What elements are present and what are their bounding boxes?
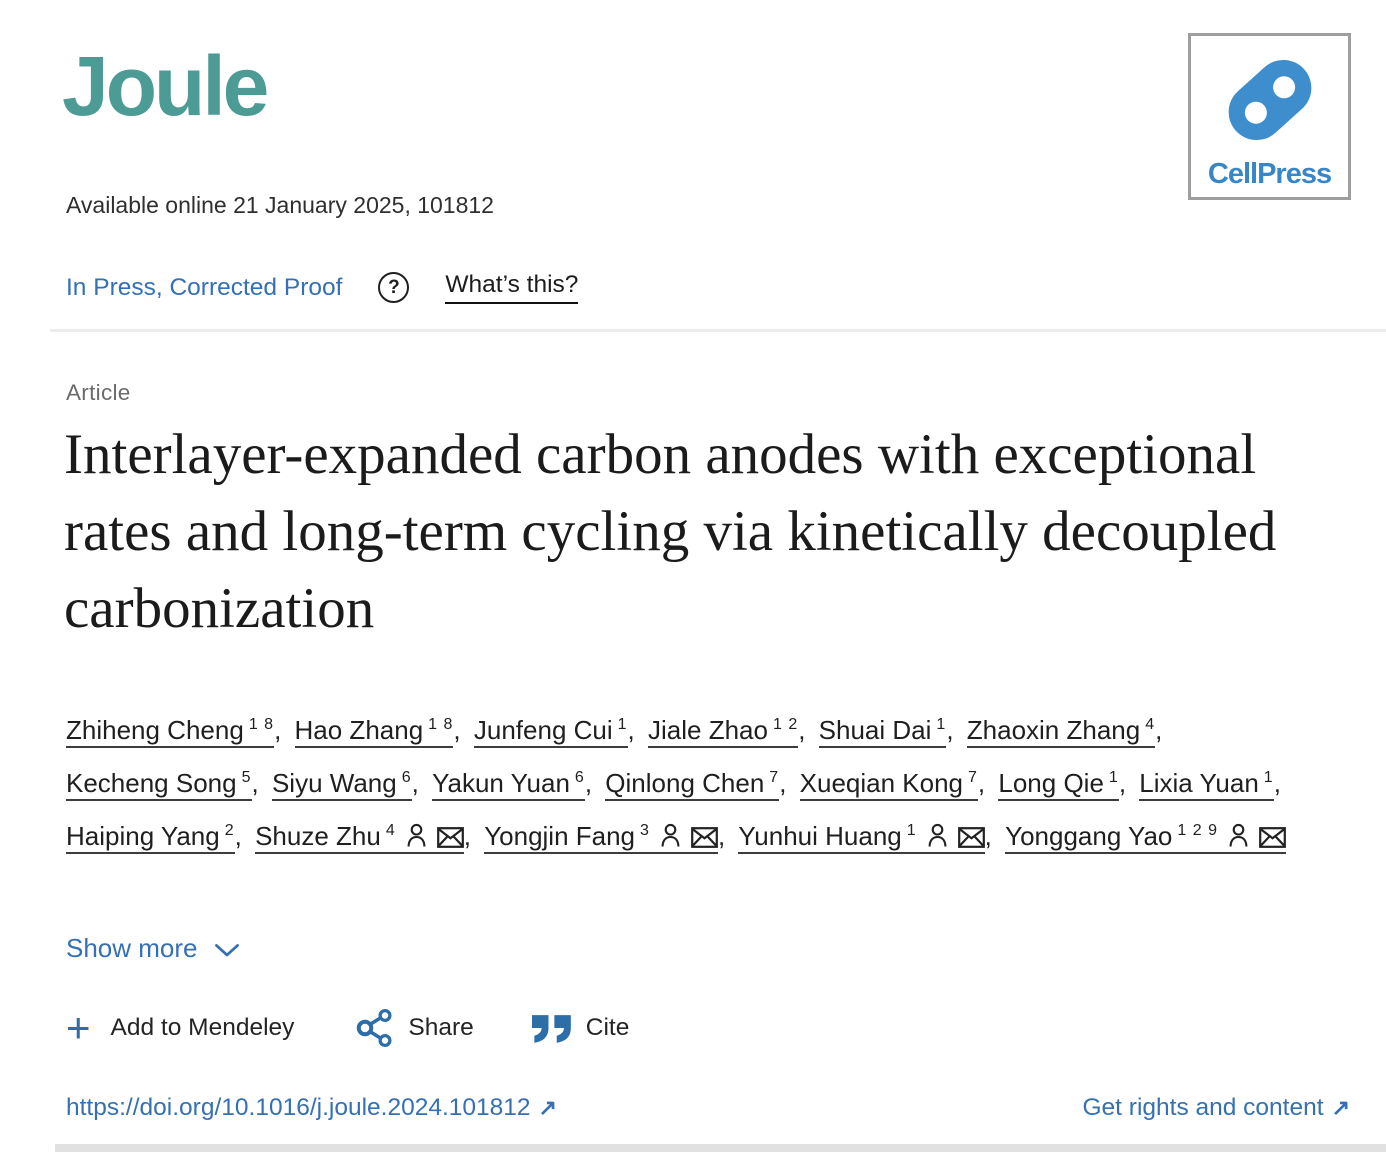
- show-more-label: Show more: [66, 933, 198, 963]
- author-entry: [272, 768, 432, 798]
- author-affiliation-superscript: 1: [936, 716, 947, 733]
- person-icon[interactable]: [406, 823, 427, 848]
- author-separator: ,: [717, 820, 733, 851]
- cite-quotes-icon[interactable]: [532, 1015, 572, 1047]
- author-affiliation-superscript: 6: [401, 769, 412, 787]
- person-icon[interactable]: [660, 823, 681, 848]
- author-link[interactable]: [1139, 768, 1273, 801]
- author-separator: ,: [779, 767, 794, 798]
- author-entry: [255, 821, 484, 851]
- external-link-arrow-icon: ↗: [538, 1095, 557, 1120]
- author-entry: [800, 768, 999, 798]
- cite-button[interactable]: Cite: [585, 1014, 630, 1041]
- author-link[interactable]: [967, 715, 1155, 748]
- author-name: Yunhui Huang: [738, 820, 902, 851]
- author-separator: ,: [977, 767, 993, 798]
- person-icon[interactable]: [1228, 823, 1249, 848]
- author-separator: ,: [946, 714, 961, 745]
- author-affiliation-superscript: 4: [385, 822, 396, 840]
- share-icon[interactable]: [356, 1008, 394, 1048]
- author-entry: [1005, 821, 1286, 854]
- add-to-mendeley-button[interactable]: Add to Mendeley: [110, 1014, 295, 1041]
- author-separator: ,: [1273, 767, 1281, 798]
- plus-icon[interactable]: +: [66, 1004, 91, 1051]
- author-name: Long Qie: [998, 767, 1104, 798]
- mail-icon[interactable]: [691, 827, 718, 848]
- chevron-down-icon: [214, 943, 240, 959]
- author-affiliation-superscript: 1 2 9: [1177, 822, 1218, 840]
- author-entry: [295, 715, 474, 745]
- mail-icon[interactable]: [1259, 827, 1286, 848]
- available-online-text: Available online 21 January 2025, 101812: [66, 192, 494, 218]
- author-link[interactable]: [66, 768, 252, 801]
- author-affiliation-superscript: 1: [1108, 769, 1119, 787]
- author-affiliation-superscript: 7: [968, 769, 978, 787]
- publication-status-row: [66, 271, 578, 304]
- author-affiliation-superscript: 1: [1263, 769, 1274, 787]
- author-entry: [998, 768, 1139, 798]
- person-icon[interactable]: [927, 823, 948, 848]
- author-separator: ,: [584, 767, 600, 798]
- author-separator: ,: [798, 714, 813, 745]
- author-separator: ,: [1118, 767, 1134, 798]
- question-mark-icon[interactable]: ?: [378, 272, 409, 303]
- author-entry: [605, 768, 799, 798]
- author-name: Hao Zhang: [294, 714, 424, 745]
- author-link[interactable]: [800, 768, 978, 801]
- author-name: Lixia Yuan: [1139, 767, 1259, 798]
- cellpress-wordmark: CellPress: [1207, 158, 1332, 190]
- author-name: Zhiheng Cheng: [66, 714, 244, 745]
- author-affiliation-superscript: 1: [906, 822, 917, 840]
- cellpress-logo[interactable]: [1188, 33, 1351, 200]
- mail-icon[interactable]: [437, 827, 464, 848]
- author-name: Haiping Yang: [66, 820, 220, 851]
- author-link[interactable]: [819, 715, 947, 748]
- author-entry: [432, 768, 605, 798]
- author-link[interactable]: [484, 821, 718, 854]
- doi-link[interactable]: https://doi.org/10.1016/j.joule.2024.101812 ↗: [66, 1094, 557, 1121]
- author-affiliation-superscript: 4: [1145, 716, 1156, 733]
- share-button[interactable]: Share: [408, 1014, 474, 1041]
- whats-this-link[interactable]: What’s this?: [445, 271, 578, 304]
- header-divider: [50, 329, 1386, 332]
- author-link[interactable]: [1005, 821, 1286, 854]
- show-more-button[interactable]: [66, 933, 240, 964]
- author-link[interactable]: [66, 715, 274, 748]
- external-link-arrow-icon: ↗: [1331, 1095, 1350, 1120]
- get-rights-link[interactable]: Get rights and content ↗: [1082, 1094, 1350, 1121]
- author-entry: [484, 821, 738, 851]
- author-name: Xueqian Kong: [799, 767, 964, 798]
- author-name: Yongjin Fang: [484, 820, 636, 851]
- author-entry: [66, 768, 272, 798]
- author-link[interactable]: [272, 768, 412, 801]
- author-separator: ,: [251, 767, 266, 798]
- in-press-status-link[interactable]: In Press, Corrected Proof: [66, 273, 343, 301]
- author-link[interactable]: [738, 821, 984, 854]
- author-link[interactable]: [998, 768, 1118, 801]
- author-link[interactable]: [295, 715, 454, 748]
- author-name: Yakun Yuan: [432, 767, 570, 798]
- next-section-edge: [55, 1144, 1386, 1152]
- author-name: Qinlong Chen: [605, 767, 765, 798]
- author-link[interactable]: [648, 715, 798, 748]
- author-name: Shuze Zhu: [255, 820, 381, 851]
- author-name: Junfeng Cui: [473, 714, 613, 745]
- joule-journal-logo[interactable]: Joule: [62, 39, 267, 133]
- author-affiliation-superscript: 1 2: [772, 716, 799, 733]
- author-entry: [66, 715, 295, 745]
- cellpress-icon: [1218, 48, 1322, 156]
- author-name: Zhaoxin Zhang: [966, 714, 1141, 745]
- author-affiliation-superscript: 1 8: [428, 716, 454, 733]
- author-link[interactable]: [432, 768, 585, 801]
- author-name: Yonggang Yao: [1005, 820, 1173, 851]
- author-affiliation-superscript: 2: [224, 822, 235, 840]
- author-entry: [1139, 768, 1287, 798]
- author-name: Jiale Zhao: [648, 714, 768, 745]
- author-affiliation-superscript: 5: [241, 769, 252, 787]
- author-list: [66, 701, 1321, 860]
- action-bar: [66, 1006, 629, 1050]
- author-link[interactable]: [474, 715, 628, 748]
- author-link[interactable]: [255, 821, 464, 854]
- author-entry: [967, 715, 1169, 745]
- author-entry: [66, 821, 255, 851]
- article-type-label: Article: [66, 380, 131, 405]
- author-link[interactable]: [66, 821, 235, 854]
- author-entry: [474, 715, 648, 745]
- author-entry: [648, 715, 819, 745]
- author-separator: ,: [234, 820, 250, 851]
- author-separator: ,: [463, 820, 479, 851]
- author-entry: [738, 821, 1005, 851]
- mail-icon[interactable]: [958, 827, 985, 848]
- author-affiliation-superscript: 7: [769, 769, 780, 787]
- author-affiliation-superscript: 6: [574, 769, 585, 787]
- author-separator: ,: [411, 767, 427, 798]
- author-entry: [819, 715, 967, 745]
- author-link[interactable]: [605, 768, 779, 801]
- author-affiliation-superscript: 1: [617, 716, 628, 733]
- author-name: Shuai Dai: [818, 714, 932, 745]
- author-name: Siyu Wang: [271, 767, 397, 798]
- author-separator: ,: [1155, 714, 1163, 745]
- author-separator: ,: [627, 714, 642, 745]
- author-affiliation-superscript: 1 8: [248, 716, 275, 733]
- author-affiliation-superscript: 3: [640, 822, 650, 840]
- article-title: Interlayer-expanded carbon anodes with exceptional rates and long-term cycling via kinetically decoupled carbonization: [64, 423, 1277, 640]
- author-name: Kecheng Song: [66, 767, 237, 798]
- author-separator: ,: [274, 714, 289, 745]
- author-separator: ,: [453, 714, 468, 745]
- author-separator: ,: [984, 820, 1000, 851]
- footer-links-row: [66, 1094, 1350, 1122]
